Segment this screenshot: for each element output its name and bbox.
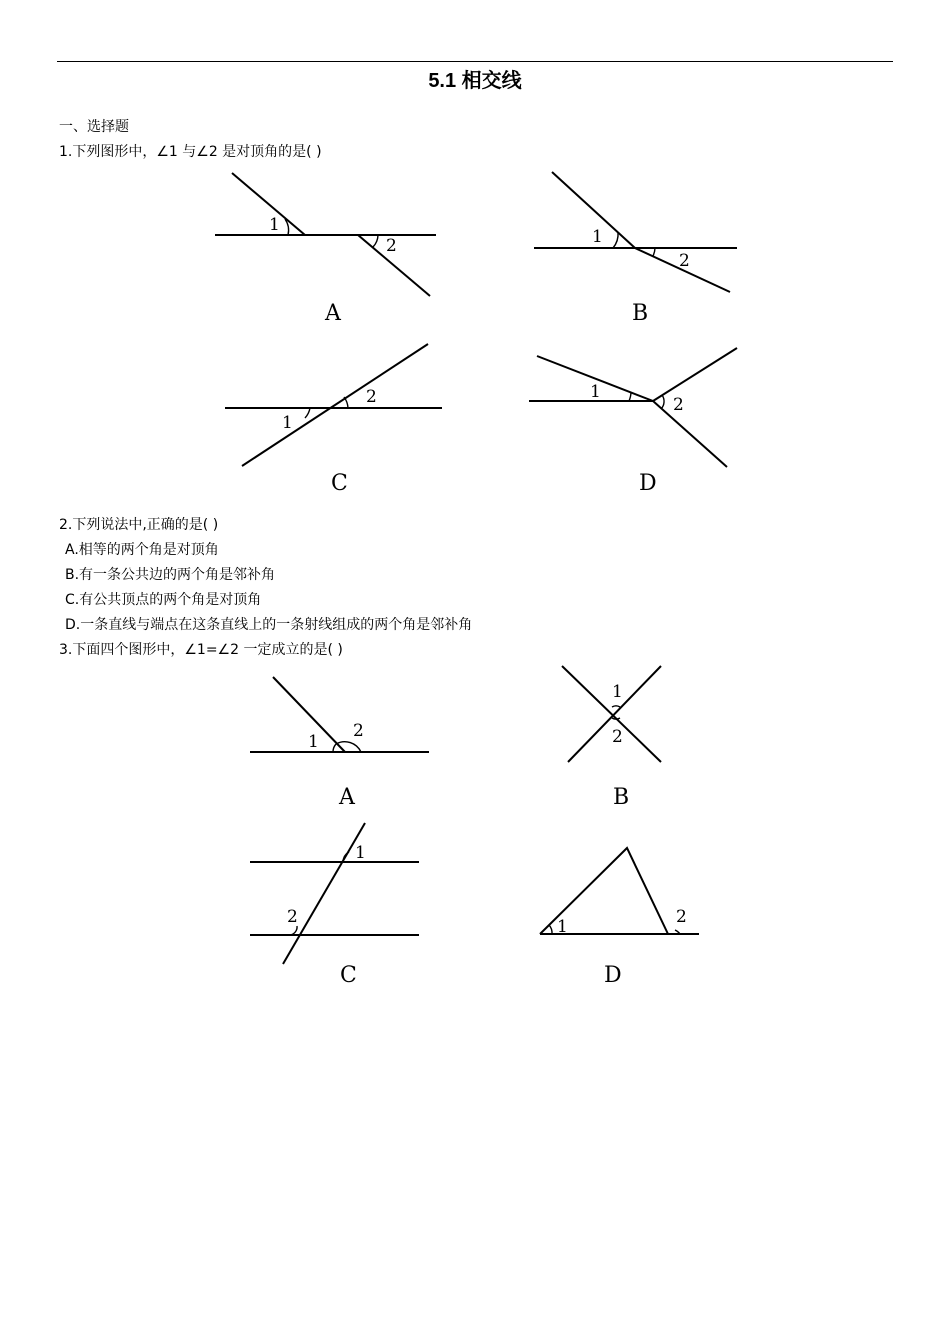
q1-a-caption: A [325, 301, 341, 326]
q3-c-angle-1-label: 1 [355, 843, 366, 863]
q3-a-caption: A [339, 785, 355, 810]
q3-figure-b [560, 662, 670, 812]
q1-c-caption: C [331, 471, 348, 496]
q3-d-caption: D [604, 963, 622, 988]
q1-b-angle-2-label: 2 [679, 251, 690, 271]
q3-b-caption: B [613, 785, 630, 810]
q2-option-d: D.一条直线与端点在这条直线上的一条射线组成的两个角是邻补角 [65, 617, 473, 633]
q1-a-angle-2-label: 2 [386, 236, 397, 256]
q3-a-angle-1-label: 1 [308, 732, 319, 752]
question-2-stem: 2.下列说法中,正确的是( ) [59, 517, 219, 533]
q3-figure-a [245, 672, 435, 812]
q1-d-angle-1-label: 1 [590, 382, 601, 402]
question-3-stem: 3.下面四个图形中，∠1=∠2 一定成立的是( ) [59, 642, 343, 658]
q2-option-a: A.相等的两个角是对顶角 [65, 542, 219, 558]
question-1-stem: 1.下列图形中，∠1 与∠2 是对顶角的是( ) [59, 144, 322, 160]
q1-c-angle-2-label: 2 [366, 387, 377, 407]
header-rule [57, 61, 893, 62]
q1-d-angle-2-label: 2 [673, 395, 684, 415]
q3-b-angle-1-label: 1 [612, 682, 623, 702]
q1-figure-a [210, 168, 440, 328]
q1-figure-b [530, 168, 745, 328]
q3-b-angle-2-label: 2 [612, 727, 623, 747]
q3-d-angle-1-label: 1 [557, 917, 568, 937]
page-title: 5.1 相交线 [428, 70, 522, 92]
q3-figure-c [245, 818, 430, 988]
q2-option-c: C.有公共顶点的两个角是对顶角 [65, 592, 262, 608]
q1-b-caption: B [632, 301, 649, 326]
q3-c-angle-2-label: 2 [287, 907, 298, 927]
q3-a-angle-2-label: 2 [353, 721, 364, 741]
q3-d-angle-2-label: 2 [676, 907, 687, 927]
q1-figure-c [220, 340, 450, 500]
q1-c-angle-1-label: 1 [282, 413, 293, 433]
q1-figure-d [525, 340, 745, 500]
q1-d-caption: D [639, 471, 657, 496]
q1-b-angle-1-label: 1 [592, 227, 603, 247]
q3-c-caption: C [340, 963, 357, 988]
q1-a-angle-1-label: 1 [269, 215, 280, 235]
section-heading: 一、选择题 [59, 119, 129, 135]
q2-option-b: B.有一条公共边的两个角是邻补角 [65, 567, 276, 583]
q3-figure-d [535, 840, 705, 990]
